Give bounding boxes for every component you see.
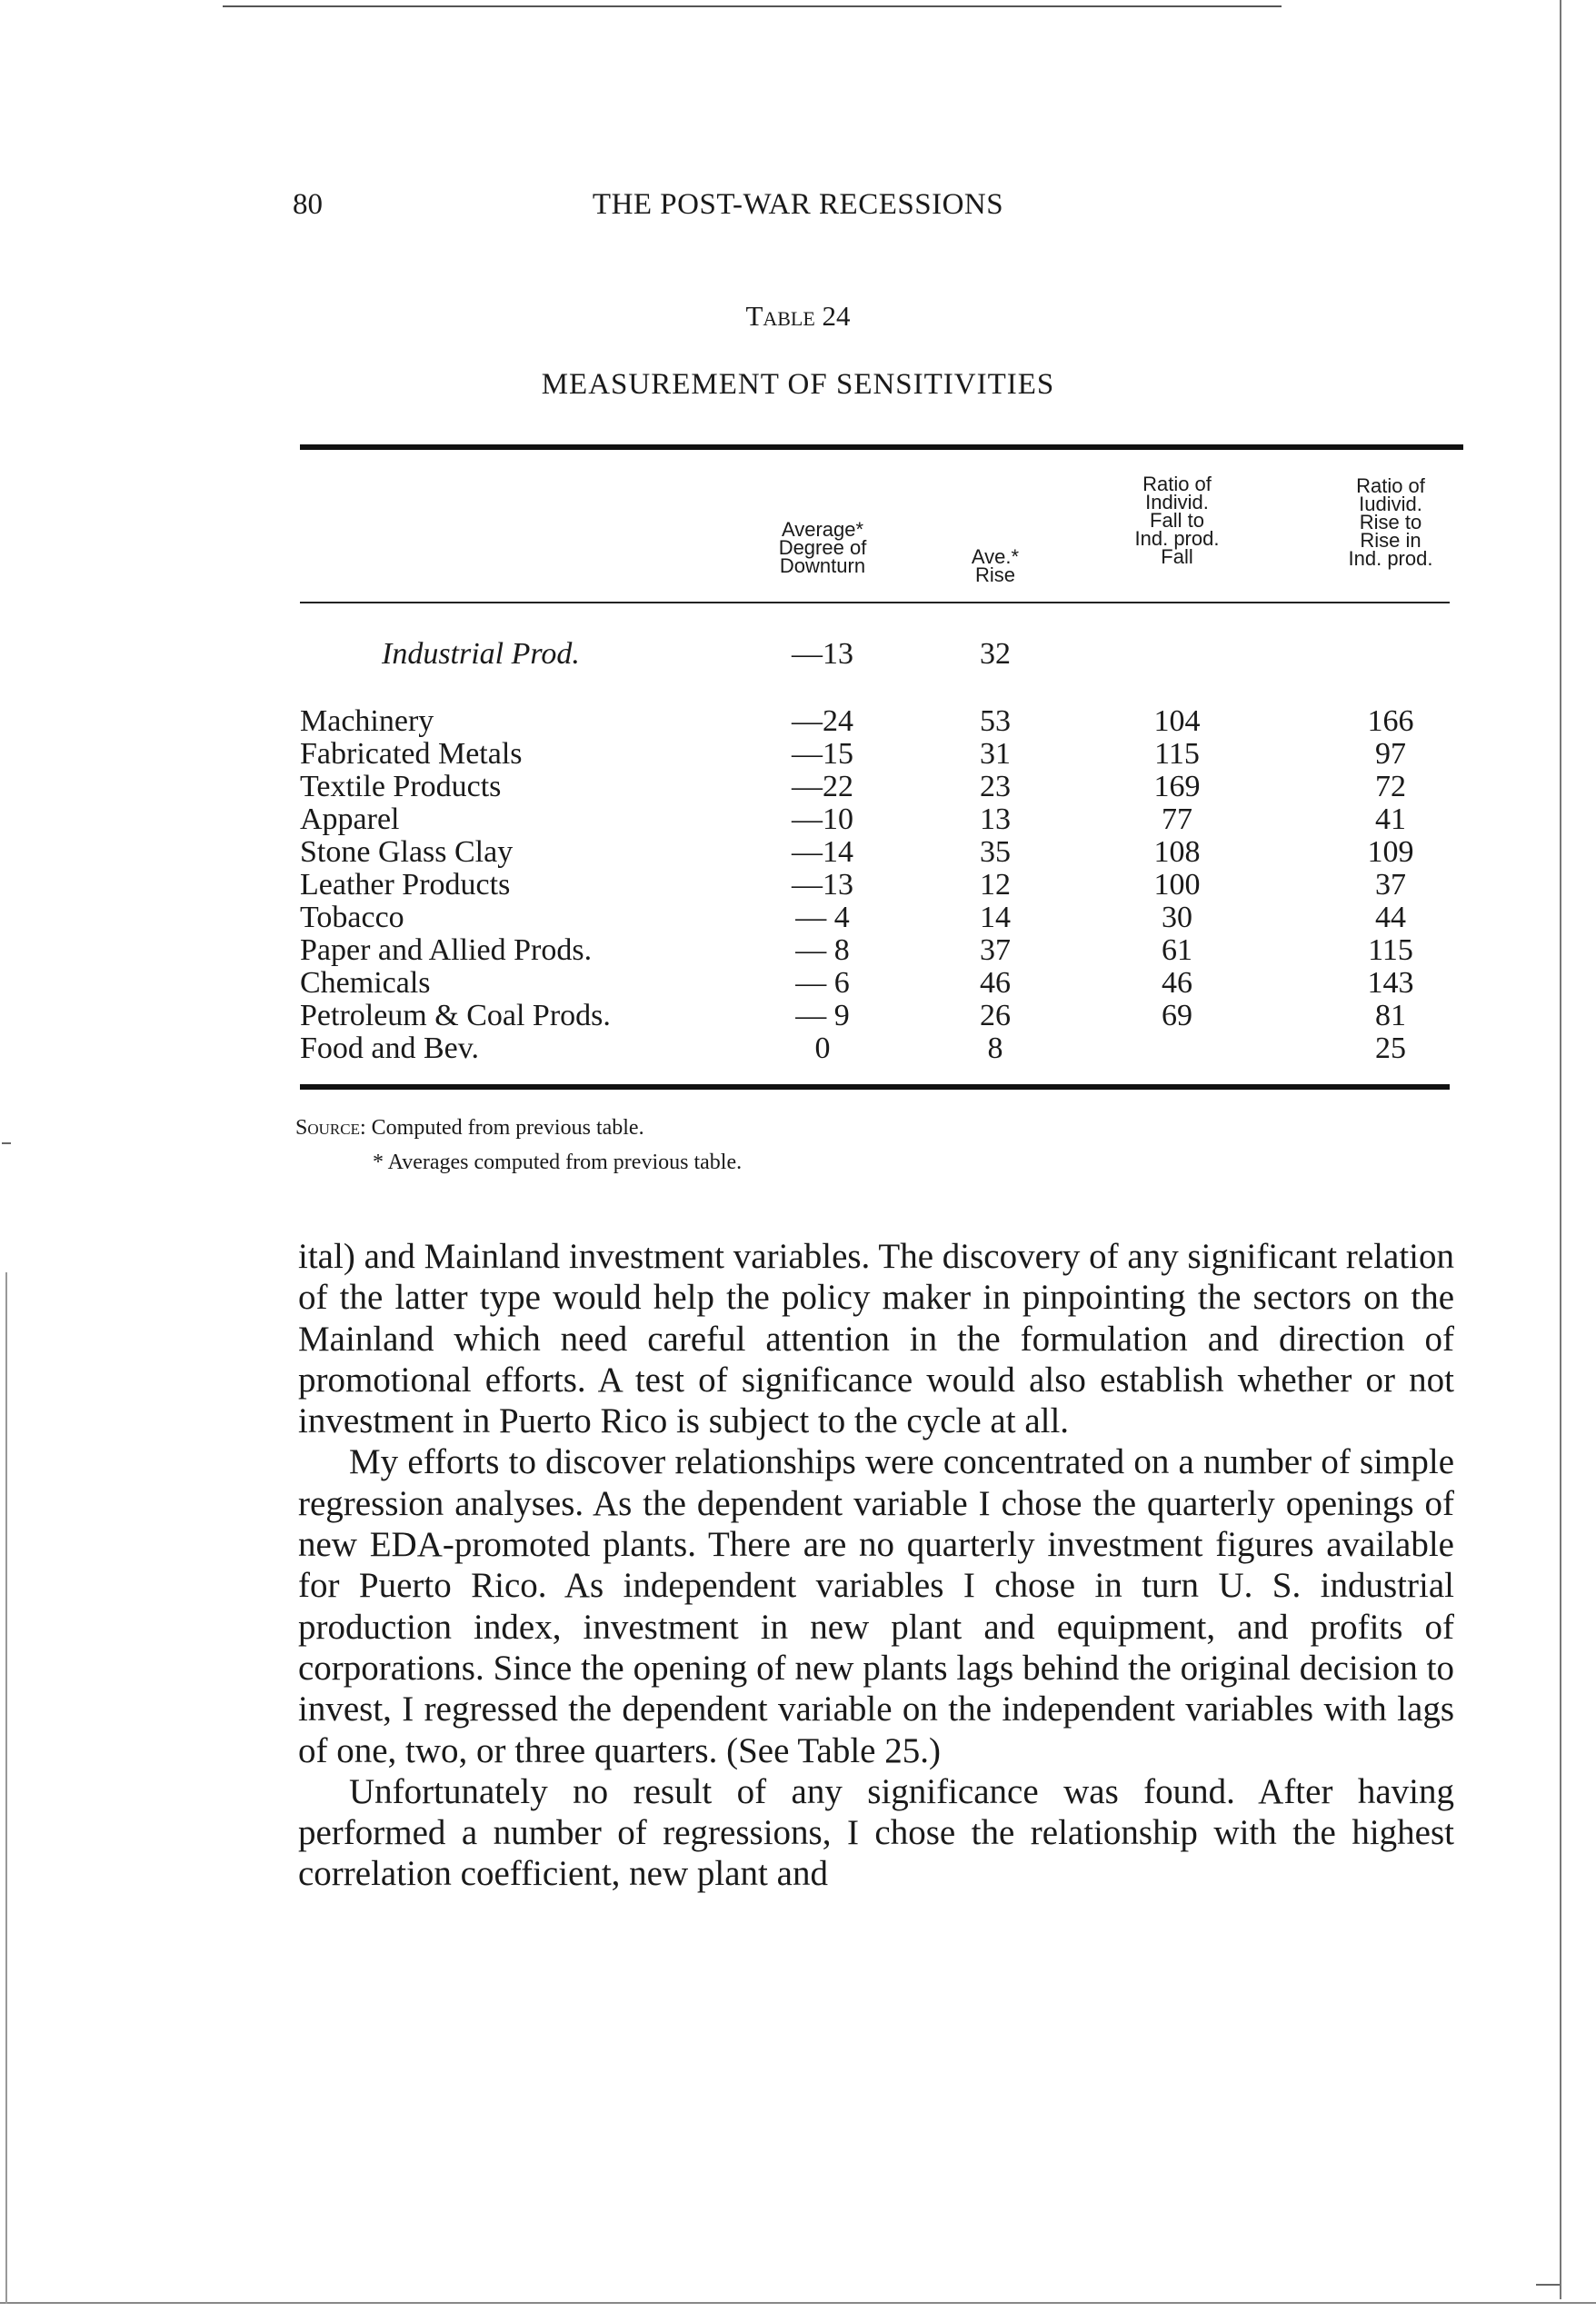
body-paragraph: Unfortunately no result of any significance was found. After having performed a number of regressions, I chose the relationship with the highest correlation coefficient, new plant and [298, 1771, 1454, 1894]
cell-rise: 46 [980, 966, 1011, 1000]
cell-rise: 12 [980, 868, 1011, 902]
cell-rise: 37 [980, 933, 1011, 967]
row-label: Industrial Prod. [382, 637, 580, 671]
scan-margin-mark [2, 1142, 11, 1144]
column-header-line: Ave.* [971, 545, 1020, 568]
table-row [0, 836, 1596, 869]
column-header-line: Ind. prod. [1134, 527, 1220, 550]
column-header-line: Fall [1161, 545, 1193, 568]
cell-degree: —10 [792, 802, 853, 836]
table-row [0, 967, 1596, 1000]
table-source-note [295, 1116, 644, 1141]
cell-ratio-fall: 100 [1153, 868, 1201, 902]
row-label: Tobacco [300, 901, 404, 934]
table-title: MEASUREMENT OF SENSITIVITIES [541, 368, 1055, 401]
column-header-line: Degree of [778, 536, 867, 559]
row-label: Chemicals [300, 966, 431, 1000]
table-number: Table 24 [745, 300, 851, 332]
cell-ratio-rise: 115 [1368, 933, 1413, 967]
table-row [0, 934, 1596, 967]
table-row [0, 869, 1596, 902]
table-top-rule [300, 444, 1463, 450]
cell-rise: 26 [980, 999, 1011, 1032]
row-label: Food and Bev. [300, 1031, 480, 1065]
cell-degree: 0 [814, 1031, 831, 1065]
cell-degree: —13 [792, 868, 853, 902]
source-text: Computed from previous table. [371, 1116, 644, 1140]
row-label: Fabricated Metals [300, 737, 523, 771]
table-row [0, 705, 1596, 738]
cell-ratio-rise: 37 [1375, 868, 1406, 902]
column-header-ratio-fall [1095, 475, 1259, 566]
row-label: Textile Products [300, 770, 502, 803]
cell-degree: —13 [792, 637, 853, 671]
cell-degree: —15 [792, 737, 853, 771]
column-header-line: Individ. [1145, 491, 1209, 513]
cell-ratio-rise: 44 [1375, 901, 1406, 934]
column-header-line: Rise in [1360, 529, 1421, 552]
cell-ratio-rise: 81 [1375, 999, 1406, 1032]
cell-rise: 35 [980, 835, 1011, 869]
column-header-line: Ind. prod. [1348, 547, 1433, 570]
page-number: 80 [293, 188, 323, 221]
cell-rise: 8 [987, 1031, 1003, 1065]
column-header-line: Iudivid. [1359, 493, 1422, 515]
cell-degree: — 4 [795, 901, 850, 934]
scan-corner-mark [1536, 2284, 1560, 2286]
row-label: Petroleum & Coal Prods. [300, 999, 611, 1032]
cell-degree: — 8 [795, 933, 850, 967]
cell-ratio-fall: 77 [1162, 802, 1192, 836]
cell-rise: 31 [980, 737, 1011, 771]
scan-top-border [223, 5, 1282, 7]
cell-ratio-rise: 109 [1367, 835, 1414, 869]
cell-degree: — 6 [795, 966, 850, 1000]
cell-degree: —22 [792, 770, 853, 803]
body-text [298, 1236, 1454, 1895]
cell-ratio-fall: 115 [1154, 737, 1200, 771]
cell-ratio-fall: 61 [1162, 933, 1192, 967]
cell-ratio-fall: 169 [1153, 770, 1201, 803]
row-label: Stone Glass Clay [300, 835, 514, 869]
column-header-line: Average* [781, 518, 864, 541]
cell-ratio-rise: 143 [1367, 966, 1414, 1000]
column-header-line: Rise to [1359, 511, 1422, 533]
column-header-rise [941, 545, 1050, 586]
column-header-degree [741, 518, 904, 577]
table-row [0, 1000, 1596, 1032]
column-header-line: Downturn [779, 554, 866, 577]
row-label: Apparel [300, 802, 400, 836]
cell-ratio-fall: 30 [1162, 901, 1192, 934]
row-label: Leather Products [300, 868, 511, 902]
body-paragraph: ital) and Mainland investment variables. The discovery of any significant relation of the latter type would help the policy maker in pinpointing the sectors on the Mainland which need careful attention in the formulation and direction of promotional efforts. A test of significance would also establish whether or not investment in Puerto Rico is subject to the cycle at all. [298, 1237, 1454, 1441]
table-row [0, 902, 1596, 934]
column-header-line: Ratio of [1356, 474, 1425, 497]
cell-ratio-rise: 41 [1375, 802, 1406, 836]
cell-degree: —14 [792, 835, 853, 869]
scan-bottom-border [0, 2302, 1596, 2304]
table-row [0, 1032, 1596, 1065]
cell-rise: 23 [980, 770, 1011, 803]
cell-ratio-rise: 166 [1367, 704, 1414, 738]
cell-rise: 53 [980, 704, 1011, 738]
cell-rise: 32 [980, 637, 1011, 671]
cell-rise: 13 [980, 802, 1011, 836]
body-paragraph: My efforts to discover relationships were concentrated on a number of simple regression analyses. As the dependent variable I chose the quarterly openings of new EDA-promoted plants. There are no quarterly investment figures available for Puerto Rico. As independent variables I chose in turn U. S. industrial production index, investment in new plant and equipment, and profits of corporations. Since the opening of new plants lags behind the original decision to invest, I regressed the dependent variable on the independent variables with lags of one, two, or three quarters. (See Table 25.) [298, 1442, 1454, 1770]
column-header-line: Fall to [1150, 509, 1204, 532]
table-row [0, 803, 1596, 836]
cell-rise: 14 [980, 901, 1011, 934]
cell-ratio-fall: 46 [1162, 966, 1192, 1000]
column-header-line: Ratio of [1142, 473, 1212, 495]
source-label: Source: [295, 1116, 366, 1140]
row-label: Paper and Allied Prods. [300, 933, 593, 967]
table-row [0, 771, 1596, 803]
scan-left-border [5, 1272, 7, 2304]
table-bottom-rule [300, 1084, 1450, 1090]
cell-ratio-fall: 69 [1162, 999, 1192, 1032]
cell-degree: — 9 [795, 999, 850, 1032]
table-row [0, 738, 1596, 771]
scan-right-border [1560, 0, 1561, 2299]
cell-ratio-rise: 97 [1375, 737, 1406, 771]
column-header-line: Rise [974, 563, 1015, 586]
running-head: THE POST-WAR RECESSIONS [592, 188, 1004, 221]
table-asterisk-note: * Averages computed from previous table. [373, 1151, 743, 1174]
table-row-industrial-prod [0, 638, 1596, 671]
table-header-rule [300, 602, 1450, 603]
column-header-ratio-rise [1309, 474, 1472, 570]
cell-ratio-fall: 108 [1153, 835, 1201, 869]
row-label: Machinery [300, 704, 434, 738]
cell-degree: —24 [792, 704, 853, 738]
cell-ratio-rise: 25 [1375, 1031, 1406, 1065]
cell-ratio-rise: 72 [1375, 770, 1406, 803]
cell-ratio-fall: 104 [1153, 704, 1201, 738]
